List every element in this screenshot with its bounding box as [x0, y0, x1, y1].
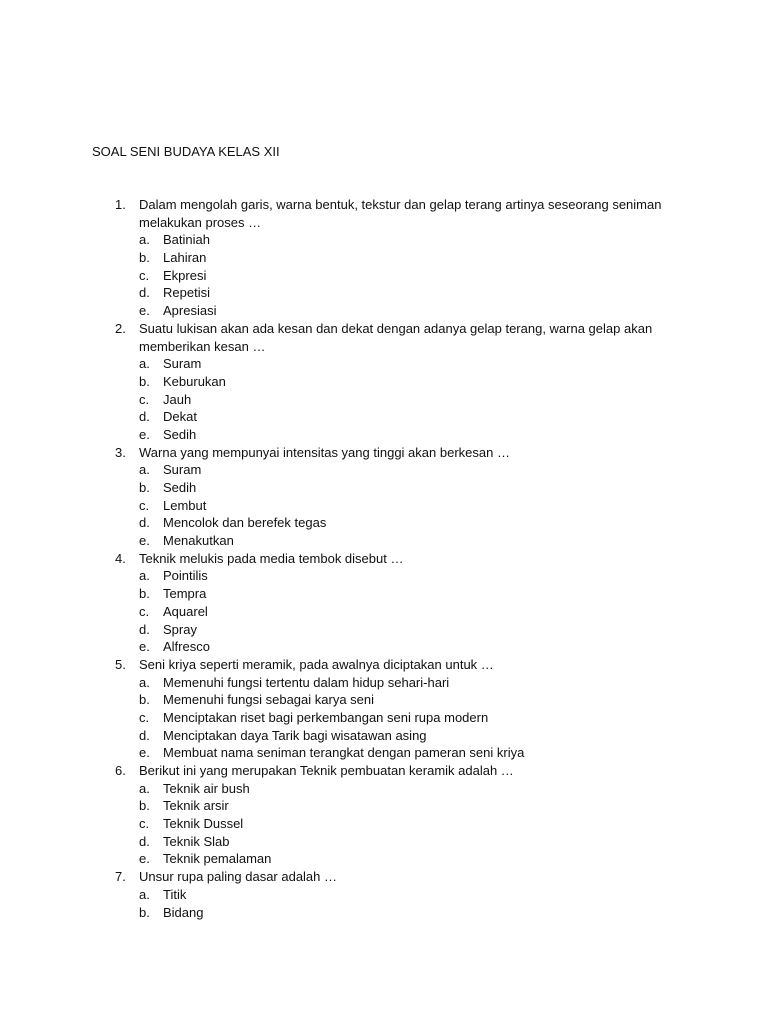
- option-letter: d.: [139, 409, 150, 425]
- answer-option: [0, 797, 768, 815]
- question-text: Seni kriya seperti meramik, pada awalnya diciptakan untuk …: [139, 656, 494, 672]
- option-letter: d.: [139, 727, 150, 743]
- option-text: Lembut: [163, 497, 207, 513]
- document-title: SOAL SENI BUDAYA KELAS XII: [92, 144, 280, 159]
- option-text: Alfresco: [163, 639, 210, 655]
- answer-option: [0, 408, 768, 426]
- answer-option: [0, 497, 768, 515]
- option-text: Sedih: [163, 480, 197, 495]
- question-item: [0, 444, 768, 550]
- option-letter: a.: [139, 462, 150, 478]
- question-line: [0, 762, 768, 780]
- option-text: Suram: [163, 462, 202, 478]
- answer-option: [0, 267, 768, 285]
- question-number: 6.: [115, 763, 126, 778]
- option-text: Menciptakan riset bagi perkembangan seni rupa modern: [163, 709, 489, 725]
- option-letter: d.: [139, 621, 150, 637]
- question-line: [0, 214, 768, 232]
- question-line: [0, 868, 768, 886]
- question-line: [0, 338, 768, 356]
- question-number: 1.: [115, 197, 126, 212]
- question-line: [0, 196, 768, 214]
- option-letter: d.: [139, 833, 150, 849]
- answer-option: [0, 373, 768, 391]
- answer-option: [0, 355, 768, 373]
- option-text: Sedih: [163, 426, 197, 442]
- option-letter: d.: [139, 285, 150, 301]
- option-letter: e.: [139, 303, 150, 319]
- question-number: 3.: [115, 444, 126, 460]
- answer-option: [0, 691, 768, 709]
- option-text: Teknik air bush: [163, 780, 250, 796]
- option-text: Teknik pemalaman: [163, 851, 272, 867]
- option-letter: e.: [139, 533, 150, 549]
- answer-option: [0, 479, 768, 497]
- answer-option: [0, 514, 768, 532]
- question-list: [0, 196, 768, 921]
- option-letter: a.: [139, 674, 150, 690]
- option-letter: c.: [139, 497, 150, 513]
- option-text: Spray: [163, 621, 197, 637]
- answer-option: [0, 249, 768, 267]
- option-letter: a.: [139, 780, 150, 796]
- answer-option: [0, 674, 768, 692]
- answer-option: [0, 567, 768, 585]
- question-line: [0, 550, 768, 568]
- answer-option: [0, 709, 768, 727]
- option-text: Menakutkan: [163, 533, 234, 549]
- question-text: Berikut ini yang merupakan Teknik pembuatan keramik adalah …: [139, 763, 514, 778]
- answer-option: [0, 391, 768, 409]
- question-item: [0, 320, 768, 444]
- option-text: Mencolok dan berefek tegas: [163, 515, 327, 531]
- option-letter: b.: [139, 692, 150, 708]
- question-item: [0, 762, 768, 868]
- option-letter: e.: [139, 426, 150, 442]
- answer-option: [0, 727, 768, 745]
- option-letter: a.: [139, 232, 150, 248]
- answer-option: [0, 284, 768, 302]
- option-letter: c.: [139, 603, 150, 619]
- question-text: Unsur rupa paling dasar adalah …: [139, 869, 338, 885]
- option-text: Apresiasi: [163, 303, 217, 319]
- option-letter: e.: [139, 745, 150, 761]
- answer-option: [0, 904, 768, 922]
- question-line: [0, 444, 768, 462]
- option-text: Aquarel: [163, 603, 208, 619]
- question-text: Warna yang mempunyai intensitas yang tinggi akan berkesan …: [139, 444, 510, 460]
- answer-option: [0, 532, 768, 550]
- option-text: Lahiran: [163, 250, 207, 266]
- option-letter: a.: [139, 356, 150, 372]
- option-text: Membuat nama seniman terangkat dengan pameran seni kriya: [163, 745, 525, 761]
- answer-option: [0, 621, 768, 639]
- option-letter: b.: [139, 798, 150, 814]
- option-letter: b.: [139, 480, 150, 495]
- option-text: Pointilis: [163, 568, 208, 584]
- option-text: Menciptakan daya Tarik bagi wisatawan asing: [163, 727, 427, 743]
- question-item: [0, 196, 768, 320]
- question-item: [0, 656, 768, 762]
- option-text: Tempra: [163, 586, 207, 602]
- answer-option: [0, 744, 768, 762]
- option-letter: c.: [139, 391, 150, 407]
- option-letter: b.: [139, 904, 150, 920]
- answer-option: [0, 461, 768, 479]
- answer-option: [0, 886, 768, 904]
- option-text: Repetisi: [163, 285, 210, 301]
- question-line: [0, 320, 768, 338]
- option-text: Memenuhi fungsi sebagai karya seni: [163, 692, 375, 708]
- question-number: 5.: [115, 656, 126, 672]
- answer-option: [0, 231, 768, 249]
- answer-option: [0, 603, 768, 621]
- question-text: Suatu lukisan akan ada kesan dan dekat dengan adanya gelap terang, warna gelap akan: [139, 320, 653, 336]
- option-text: Teknik arsir: [163, 798, 229, 814]
- answer-option: [0, 815, 768, 833]
- option-text: Memenuhi fungsi tertentu dalam hidup sehari-hari: [163, 674, 450, 690]
- option-letter: a.: [139, 886, 150, 902]
- option-letter: d.: [139, 515, 150, 531]
- option-text: Titik: [163, 886, 187, 902]
- question-text: memberikan kesan …: [139, 338, 266, 354]
- answer-option: [0, 426, 768, 444]
- option-letter: a.: [139, 568, 150, 584]
- option-text: Suram: [163, 356, 202, 372]
- option-letter: b.: [139, 373, 150, 389]
- question-item: [0, 868, 768, 921]
- option-letter: b.: [139, 250, 150, 266]
- answer-option: [0, 780, 768, 798]
- question-number: 4.: [115, 550, 126, 566]
- option-text: Keburukan: [163, 373, 226, 389]
- option-letter: e.: [139, 851, 150, 867]
- option-text: Dekat: [163, 409, 197, 425]
- answer-option: [0, 585, 768, 603]
- question-number: 2.: [115, 320, 126, 336]
- option-letter: c.: [139, 816, 150, 832]
- question-text: melakukan proses …: [139, 214, 262, 230]
- option-text: Jauh: [163, 391, 192, 407]
- question-item: [0, 550, 768, 656]
- question-number: 7.: [115, 869, 126, 885]
- answer-option: [0, 302, 768, 320]
- option-letter: b.: [139, 586, 150, 602]
- option-text: Ekpresi: [163, 267, 207, 283]
- question-text: Teknik melukis pada media tembok disebut …: [139, 550, 404, 566]
- option-letter: e.: [139, 639, 150, 655]
- question-line: [0, 656, 768, 674]
- question-text: Dalam mengolah garis, warna bentuk, tekstur dan gelap terang artinya seseorang seniman: [139, 197, 662, 212]
- answer-option: [0, 850, 768, 868]
- option-text: Batiniah: [163, 232, 210, 248]
- option-letter: c.: [139, 709, 150, 725]
- option-text: Bidang: [163, 904, 204, 920]
- answer-option: [0, 833, 768, 851]
- option-text: Teknik Dussel: [163, 816, 244, 832]
- option-text: Teknik Slab: [163, 833, 230, 849]
- option-letter: c.: [139, 267, 150, 283]
- answer-option: [0, 638, 768, 656]
